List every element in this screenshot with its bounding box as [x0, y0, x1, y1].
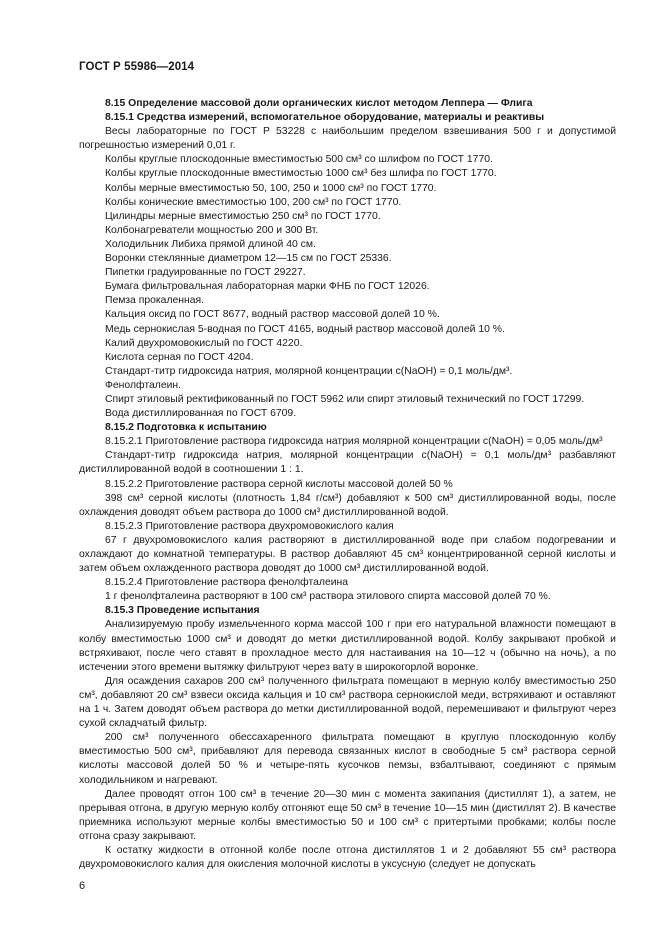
paragraph: 8.15.2.1 Приготовление раствора гидроксида натрия молярной концентрации c(NaOH) = 0,05 моль/дм³ — [105, 436, 603, 448]
paragraph: Кальция оксид по ГОСТ 8677, водный раствор массовой долей 10 %. — [105, 309, 440, 321]
paragraph: Фенолфталеин. — [105, 379, 182, 391]
paragraph: Холодильник Либиха прямой длиной 40 см. — [105, 238, 316, 250]
paragraph: Кислота серная по ГОСТ 4204. — [105, 351, 254, 363]
page-header: ГОСТ Р 55986—2014 — [79, 61, 195, 73]
paragraph: 1 г фенолфталеина растворяют в 100 см³ раствора этилового спирта массовой долей 70 %. — [105, 591, 551, 603]
paragraph: 8.15.2.3 Приготовление раствора двухромовокислого калия — [105, 520, 394, 532]
paragraph: Колбы круглые плоскодонные вместимостью 500 см³ со шлифом по ГОСТ 1770. — [105, 154, 493, 166]
paragraph: Пипетки градуированные по ГОСТ 29227. — [105, 267, 306, 279]
paragraph: 200 см³ полученного обессахаренного фильтрата помещают в круглую плоскодонную колбу вместимостью 500 см³, прибавляют для перевода связанных кислот в свободные 5 см³ раствора серной кислоты массовой долей 50 % и четыре-пять кусочков пемзы, взбалтывают, соединяют с прямым холодильником и нагревают. — [79, 732, 616, 786]
paragraph: 67 г двухромовокислого калия растворяют в дистиллированной воде при слабом подогревании и охлаждают до комнатной температуры. В раствор добавляют 45 см³ концентрированной серной кислоты и затем объем охлажденного раствора доводят до 1000 см³ дистиллированной водой. — [79, 534, 616, 575]
paragraph: Пемза прокаленная. — [105, 295, 205, 307]
paragraph: 398 см³ серной кислоты (плотность 1,84 г/см³) добавляют к 500 см³ дистиллированной воды, после охлаждения доводят объем раствора до 1000 см³ дистиллированной водой. — [79, 492, 616, 518]
paragraph: К остатку жидкости в отгонной колбе после отгона дистиллятов 1 и 2 добавляют 55 см³ раствора двухромовокислого калия для окисления молочной кислоты в уксусную (следует не допускать — [79, 844, 616, 871]
paragraph: Стандарт-титр гидроксида натрия, молярной концентрации c(NaOH) = 0,1 моль/дм³. — [105, 365, 513, 377]
page-number: 6 — [79, 880, 86, 892]
paragraph: Цилиндры мерные вместимостью 250 см³ по ГОСТ 1770. — [105, 210, 381, 222]
paragraph: Воронки стеклянные диаметром 12—15 см по ГОСТ 25336. — [105, 253, 392, 265]
paragraph: Колбы мерные вместимостью 50, 100, 250 и 1000 см³ по ГОСТ 1770. — [105, 182, 437, 194]
paragraph: Бумага фильтровальная лабораторная марки ФНБ по ГОСТ 12026. — [105, 281, 430, 293]
paragraph: 8.15.2.4 Приготовление раствора фенолфталеина — [105, 577, 349, 589]
paragraph: Спирт этиловый ректификованный по ГОСТ 5962 или спирт этиловый технический по ГОСТ 17299. — [105, 393, 585, 405]
paragraph: Стандарт-титр гидроксида натрия, молярной концентрации c(NaOH) = 0,1 моль/дм³ разбавляют дистиллированной водой в соотношении 1 : 1. — [79, 450, 616, 476]
paragraph: Колбонагреватели мощностью 200 и 300 Вт. — [105, 224, 319, 236]
paragraph: Калий двухромовокислый по ГОСТ 4220. — [105, 337, 303, 349]
paragraph: Далее проводят отгон 100 см³ в течение 20—30 мин с момента закипания (дистиллят 1), а затем, не прерывая отгона, в другую мерную колбу отгоняют еще 50 см³ в течение 10—15 мин (дистиллят 2). В качестве приемника используют мерные колбы вместимостью 50 и 100 см³ с притертыми пробками; колбы после отгона сразу закрывают. — [79, 788, 616, 842]
document-body — [79, 91, 616, 872]
paragraph: Весы лабораторные по ГОСТ Р 53228 с наибольшим пределом взвешивания 500 г и допустимой погрешностью измерений 0,01 г. — [79, 126, 616, 152]
paragraph: Вода дистиллированная по ГОСТ 6709. — [105, 408, 297, 420]
paragraph: Медь сернокислая 5-водная по ГОСТ 4165, водный раствор массовой долей 10 %. — [105, 323, 505, 335]
section-heading: 8.15 Определение массовой доли органических кислот методом Леппера — Флига — [105, 98, 533, 109]
section-heading: 8.15.2 Подготовка к испытанию — [105, 422, 267, 434]
section-heading: 8.15.1 Средства измерений, вспомогательное оборудование, материалы и реактивы — [105, 112, 545, 124]
section-heading: 8.15.3 Проведение испытания — [105, 605, 260, 617]
paragraph: 8.15.2.2 Приготовление раствора серной кислоты массовой долей 50 % — [105, 478, 453, 490]
paragraph: Колбы конические вместимостью 100, 200 см³ по ГОСТ 1770. — [105, 196, 402, 208]
paragraph: Анализируемую пробу измельченного корма массой 100 г при его натуральной влажности помещают в колбу вместимостью 1000 см³ и доводят до метки дистиллированной водой. Колбу закрывают пробкой и встряхивают, после чего ставят в прохладное место для настаивания на 10—12 ч (обычно на ночь), а по истечении этого времени вытяжку фильтруют через вату в широкогорлой воронке. — [79, 619, 616, 673]
paragraph: Для осаждения сахаров 200 см³ полученного фильтрата помещают в мерную колбу вместимостью 250 см³, добавляют 20 см³ взвеси оксида кальция и 10 см³ раствора сернокислой меди, встряхивают и оставляют на 1 ч. Затем доводят объем раствора до метки дистиллированной водой, перемешивают и фильтруют через сухой складчатый фильтр. — [79, 675, 616, 730]
paragraph: Колбы круглые плоскодонные вместимостью 1000 см³ без шлифа по ГОСТ 1770. — [105, 168, 497, 180]
